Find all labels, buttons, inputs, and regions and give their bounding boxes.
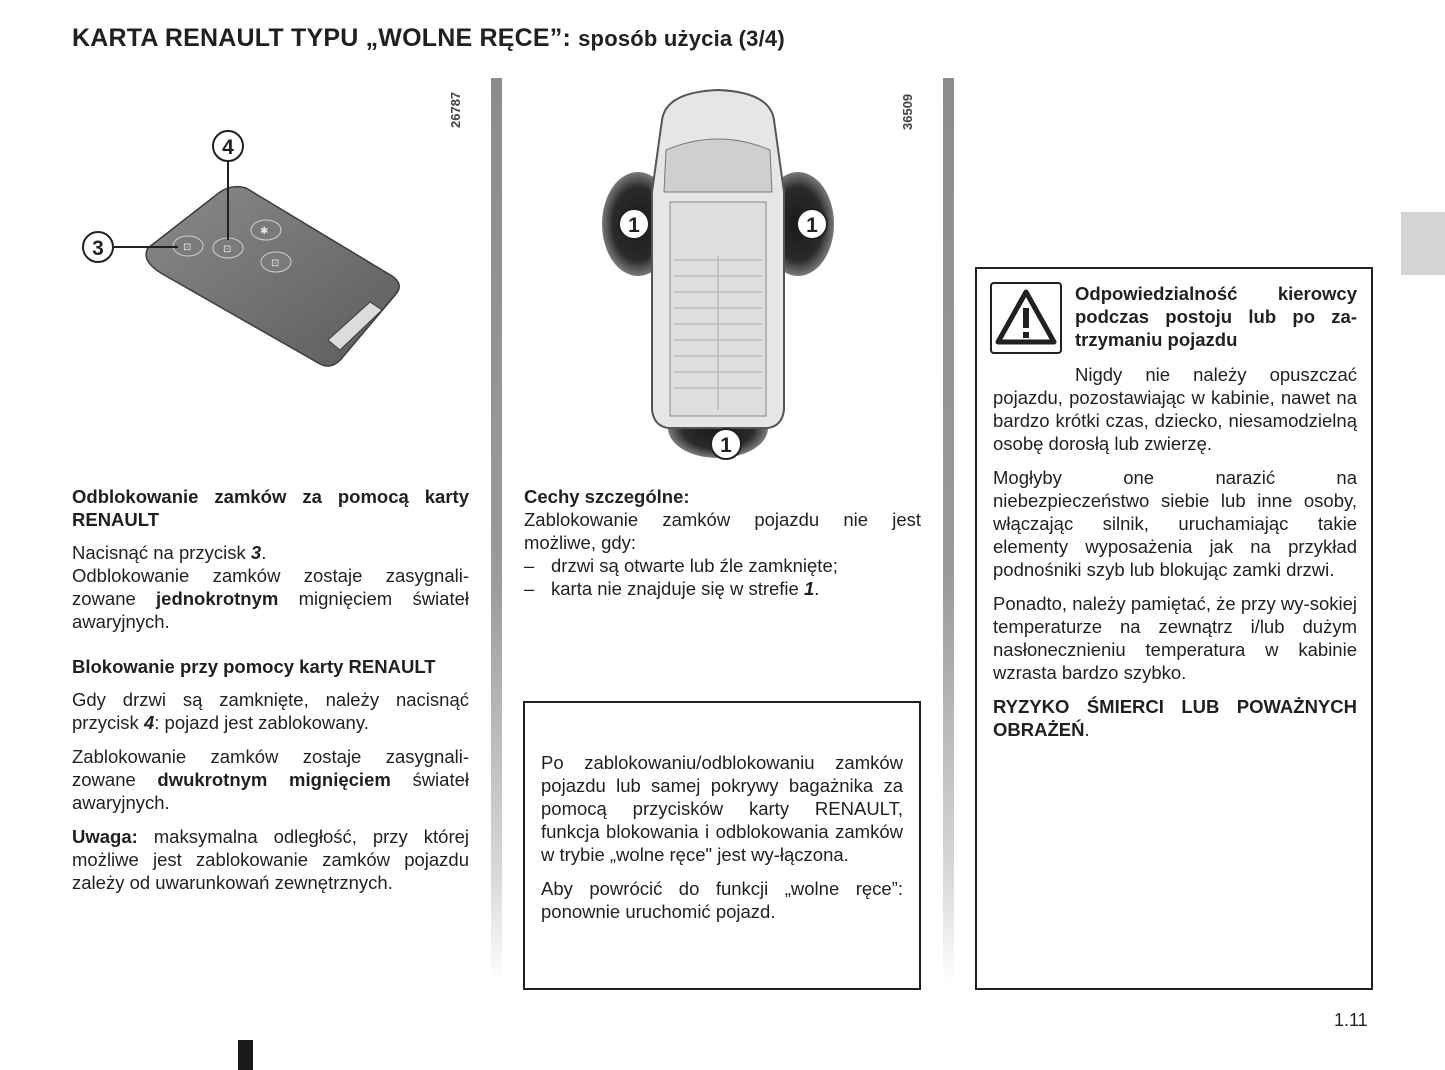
lock-signal-end: świateł awaryjnych. <box>72 769 469 813</box>
note <box>72 825 469 894</box>
lock-signal <box>72 745 469 814</box>
lock-instruction-text: Gdy drzwi są zamknięte, należy nacisnąć przycisk <box>72 689 469 733</box>
list-item <box>524 577 921 600</box>
unlock-signal-end: mignięciem świateł awaryjnych. <box>72 588 469 632</box>
left-column <box>72 485 469 905</box>
warning-p2-line1: Mogłyby one narazić na <box>993 467 1357 488</box>
warning-danger <box>993 695 1357 741</box>
zone-label-rear: 1 <box>720 434 732 457</box>
van-figure <box>600 80 850 470</box>
lock-heading: Blokowanie przy pomocy karty RENAULT <box>72 656 436 677</box>
page-title <box>72 24 785 53</box>
column-divider-left <box>491 78 502 983</box>
lock-instruction <box>72 688 469 734</box>
features-intro: Zablokowanie zamków pojazdu nie jest możliwe, gdy: <box>524 509 921 553</box>
features-heading: Cechy szczególne: <box>524 486 690 507</box>
zone-number: 1 <box>803 578 815 599</box>
unlock-instruction <box>72 541 469 564</box>
warning-icon <box>990 282 1062 354</box>
callout-4-label: 4 <box>222 136 234 159</box>
danger-text: RYZYKO ŚMIERCI LUB POWAŻNYCH OBRAŻEŃ <box>993 696 1357 740</box>
unlock-signal <box>72 564 469 633</box>
button-number-3: 3 <box>250 542 262 563</box>
lock-instruction-end: : pojazd jest zablokowany. <box>154 712 369 733</box>
title-main: KARTA RENAULT TYPU „WOLNE RĘCE”: <box>72 24 571 52</box>
warning-p2 <box>993 466 1357 581</box>
unlock-instruction-end: . <box>261 542 267 563</box>
note-text: maksymalna odległość, przy której możliwe jest zablokowanie zamków pojazdu zależy od uwarunkowań zewnętrznych. <box>72 826 469 893</box>
button-number-4: 4 <box>143 712 155 733</box>
svg-text:⊡: ⊡ <box>271 258 280 269</box>
warning-p3: Ponadto, należy pamiętać, że przy wy-sokiej temperaturze na zewnątrz i/lub dużym nasłonecznieniu temperatura w kabinie wzrasta bardzo szybko. <box>993 593 1358 683</box>
lock-signal-text: Zablokowanie zamków zostaje zasygnali-zowane <box>72 746 469 790</box>
lock-signal-bold: dwukrotnym mignięciem <box>157 769 391 790</box>
svg-text:⊡: ⊡ <box>223 244 232 255</box>
svg-text:✱: ✱ <box>260 226 269 237</box>
danger-end: . <box>1084 719 1090 740</box>
card-illustration <box>70 80 480 410</box>
van-illustration <box>600 80 850 470</box>
bullet-2-text: karta nie znajduje się w strefie <box>551 578 804 599</box>
page-number: 1.11 <box>1334 1010 1368 1030</box>
features-list <box>524 554 921 600</box>
zone-label-right: 1 <box>806 214 818 237</box>
info-box <box>523 701 921 990</box>
unlock-signal-text: Odblokowanie zamków zostaje zasygnali-zowane <box>72 565 469 609</box>
card-figure <box>70 80 480 410</box>
warning-p1: Nigdy nie należy opuszczać pojazdu, pozostawiając w kabinie, nawet na bardzo krótki czas, dziecko, niesamodzielną osobę dorosłą lub zwierzę. <box>993 364 1357 454</box>
registration-mark <box>238 1040 253 1070</box>
figure-code-card: 26787 <box>448 91 463 128</box>
column-divider-right <box>943 78 954 983</box>
svg-text:⊡: ⊡ <box>183 242 192 253</box>
unlock-instruction-text: Nacisnąć na przycisk <box>72 542 251 563</box>
unlock-signal-bold: jednokrotnym <box>156 588 279 609</box>
note-label: Uwaga: <box>72 826 138 847</box>
title-sub: sposób użycia (3/4) <box>578 26 785 51</box>
warning-heading: Odpowiedzialność kierowcy podczas postoju lub po za-trzymaniu pojazdu <box>1075 283 1357 350</box>
list-item: – drzwi są otwarte lub źle zamknięte; <box>524 554 921 577</box>
chapter-tab <box>1401 212 1445 275</box>
unlock-heading: Odblokowanie zamków za pomocą karty RENAULT <box>72 486 469 530</box>
bullet-2-end: . <box>814 578 820 599</box>
info-box-p2: Aby powrócić do funkcji „wolne ręce”: ponownie uruchomić pojazd. <box>541 878 903 922</box>
middle-column <box>524 485 921 600</box>
info-box-p1: Po zablokowaniu/odblokowaniu zamków pojazdu lub samej pokrywy bagażnika za pomocą przycisków karty RENAULT, funkcja blokowania i odblokowania zamków w trybie „wolne ręce" jest wy-łączona. <box>541 752 903 865</box>
zone-label-left: 1 <box>628 214 640 237</box>
warning-p2-rest: niebezpieczeństwo siebie lub inne osoby, włączając silnik, uruchamiając takie elementy wyposażenia jak na przykład podnośniki szyb lub blokując zamki drzwi. <box>993 490 1357 580</box>
figure-code-van: 36509 <box>900 93 915 130</box>
warning-box <box>975 267 1373 990</box>
callout-3-label: 3 <box>92 237 104 260</box>
